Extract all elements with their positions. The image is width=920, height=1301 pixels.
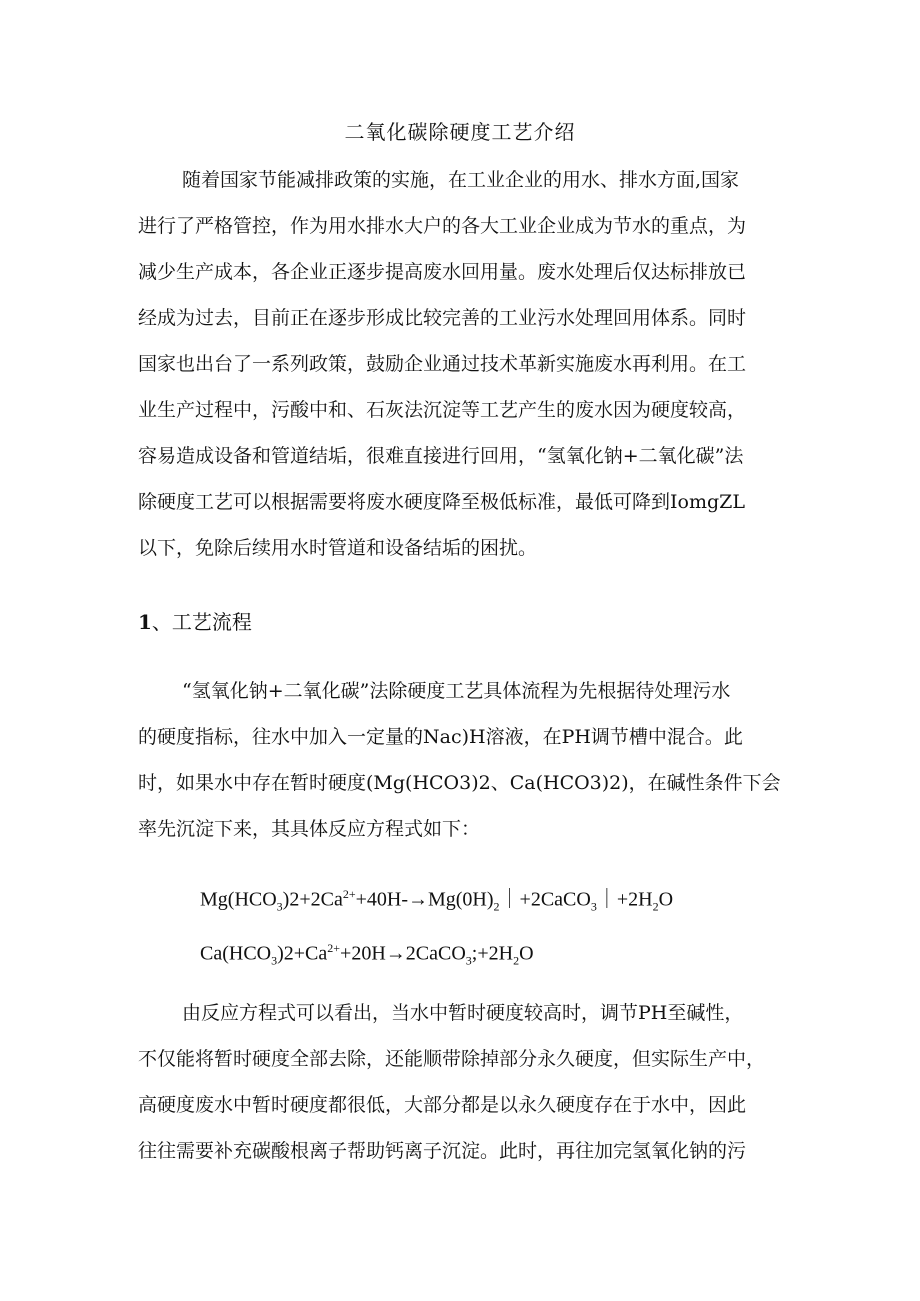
paragraph-line: 时，如果水中存在暂时硬度(Mg(HCO3)2、Ca(HCO3)2)，在碱性条件下会 — [138, 772, 781, 794]
paragraph-line: 由反应方程式可以看出，当水中暂时硬度较高时，调节PH至碱性， — [182, 1002, 744, 1024]
paragraph-line: 率先沉淀下来，其具体反应方程式如下： — [138, 818, 481, 840]
paragraph-line: 以下，免除后续用水时管道和设备结垢的困扰。 — [138, 537, 538, 559]
paragraph-line: “氢氧化钠+二氧化碳”法除硬度工艺具体流程为先根据待处理污水 — [182, 680, 731, 702]
paragraph-line: 随着国家节能减排政策的实施，在工业企业的用水、排水方面,国家 — [182, 169, 740, 191]
section-heading — [138, 604, 252, 640]
document-title: 二氧化碳除硬度工艺介绍 — [344, 120, 576, 144]
paragraph-line: 进行了严格管控，作为用水排水大户的各大工业企业成为节水的重点，为 — [138, 215, 747, 237]
paragraph-line: 容易造成设备和管道结垢，很难直接进行回用，“氢氧化钠+二氧化碳”法 — [138, 445, 744, 467]
process-paragraph — [138, 668, 798, 852]
reaction-equation-2: $Ca(HCO_3)2+Ca^{2+}+20H\to 2CaCO_3;+2H_2O$ — [200, 941, 534, 968]
paragraph-line: 高硬度废水中暂时硬度都很低，大部分都是以永久硬度存在于水中，因此 — [138, 1094, 747, 1116]
paragraph-line: 国家也出台了一系列政策，鼓励企业通过技术革新实施废水再利用。在工 — [138, 353, 747, 375]
conclusion-paragraph — [138, 990, 798, 1174]
paragraph-line: 不仅能将暂时硬度全部去除，还能顺带除掉部分永久硬度，但实际生产中， — [138, 1048, 766, 1070]
paragraph-line: 减少生产成本，各企业正逐步提高废水回用量。废水处理后仅达标排放已 — [138, 261, 747, 283]
paragraph-line: 经成为过去，目前正在逐步形成比较完善的工业污水处理回用体系。同时 — [138, 307, 747, 329]
intro-paragraph — [138, 157, 798, 571]
paragraph-line: 除硬度工艺可以根据需要将废水硬度降至极低标准，最低可降到IomgZL — [138, 491, 745, 513]
reaction-equation-1: $Mg(HCO_3)2+2Ca^{2+}+40H-\to Mg(0H)_2|+2CaCO_3|+2H_2O$ — [200, 887, 674, 914]
paragraph-line: 往往需要补充碳酸根离子帮助钙离子沉淀。此时，再往加完氢氧化钠的污 — [138, 1140, 747, 1162]
section-label: 、工艺流程 — [151, 610, 252, 634]
paragraph-line: 业生产过程中，污酸中和、石灰法沉淀等工艺产生的废水因为硬度较高， — [138, 399, 747, 421]
section-number: 1 — [138, 610, 152, 634]
paragraph-line: 的硬度指标，往水中加入一定量的Nac)H溶液，在PH调节槽中混合。此 — [138, 726, 743, 748]
